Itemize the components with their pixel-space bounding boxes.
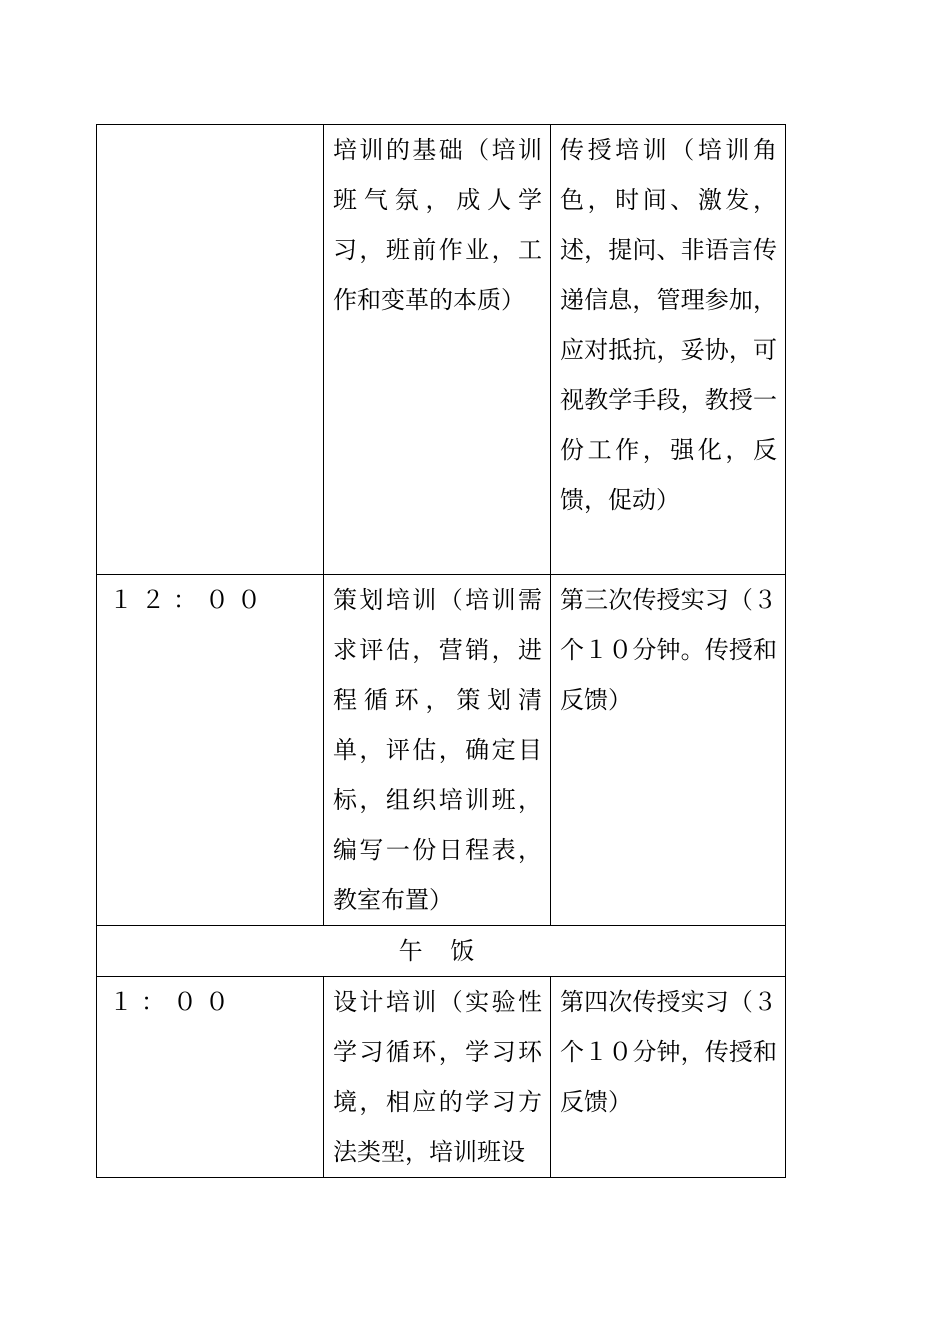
- time-cell: [97, 125, 324, 575]
- practice-cell: 传授培训（培训角色，时间、激发，述，提问、非语言传递信息，管理参加，应对抵抗，妥协，可视教学手段，教授一份工作，强化，反馈，促动）: [551, 125, 786, 575]
- time-cell: １２：００: [97, 575, 324, 926]
- table-row: [97, 977, 786, 1178]
- time-cell: １：００: [97, 977, 324, 1178]
- topic-cell: 培训的基础（培训班气氛，成人学习，班前作业，工作和变革的本质）: [324, 125, 551, 575]
- schedule-table: [96, 124, 786, 1178]
- topic-cell: 策划培训（培训需求评估，营销，进程循环，策划清单，评估，确定目标，组织培训班，编写一份日程表，教室布置）: [324, 575, 551, 926]
- table-row: [97, 575, 786, 926]
- lunch-cell: 午 饭: [97, 926, 786, 977]
- topic-cell: 设计培训（实验性学习循环，学习环境，相应的学习方法类型，培训班设: [324, 977, 551, 1178]
- practice-cell: 第三次传授实习（３个１０分钟。传授和反馈）: [551, 575, 786, 926]
- practice-cell: 第四次传授实习（３个１０分钟，传授和反馈）: [551, 977, 786, 1178]
- table-row: [97, 125, 786, 575]
- lunch-row: [97, 926, 786, 977]
